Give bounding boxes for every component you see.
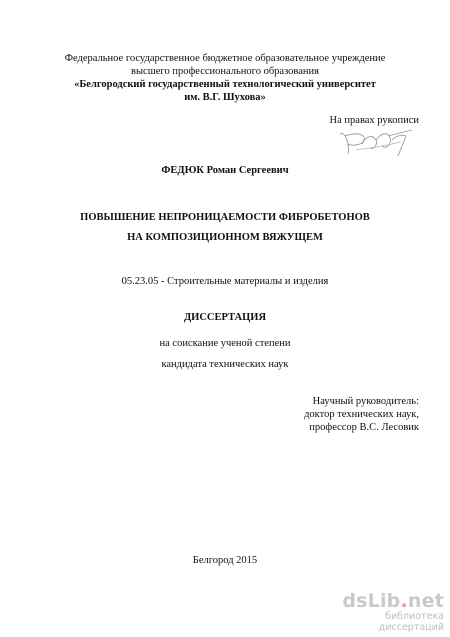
title-line-1: ПОВЫШЕНИЕ НЕПРОНИЦАЕМОСТИ ФИБРОБЕТОНОВ <box>80 212 370 223</box>
author-name: ФЕДЮК Роман Сергеевич <box>161 165 289 176</box>
supervisor-line-3: профессор В.С. Лесовик <box>309 422 419 433</box>
institution-line-3: «Белгородский государственный технологический университет <box>74 79 376 90</box>
degree-line-1: на соискание ученой степени <box>159 338 291 349</box>
supervisor-line-2: доктор технических наук, <box>304 409 419 420</box>
city-year: Белгород 2015 <box>192 555 258 566</box>
institution-line-2: высшего профессионального образования <box>131 66 319 77</box>
institution-line-4: им. В.Г. Шухова» <box>184 92 266 103</box>
supervisor-line-1: Научный руководитель: <box>312 396 419 407</box>
title-line-2: НА КОМПОЗИЦИОННОМ ВЯЖУЩЕМ <box>127 232 323 243</box>
watermark-subtitle: библиотека диссертаций <box>378 611 444 633</box>
work-type: ДИССЕРТАЦИЯ <box>183 312 267 323</box>
degree-line-2: кандидата технических наук <box>161 359 289 370</box>
dslib-watermark <box>334 591 444 633</box>
institution-line-1: Федеральное государственное бюджетное образовательное учреждение <box>64 53 386 64</box>
watermark-logo: dsLib.net <box>342 590 444 612</box>
signature-image <box>336 126 416 160</box>
specialty-line: 05.23.05 - Строительные материалы и изделия <box>121 276 329 287</box>
manuscript-note: На правах рукописи <box>329 115 419 126</box>
